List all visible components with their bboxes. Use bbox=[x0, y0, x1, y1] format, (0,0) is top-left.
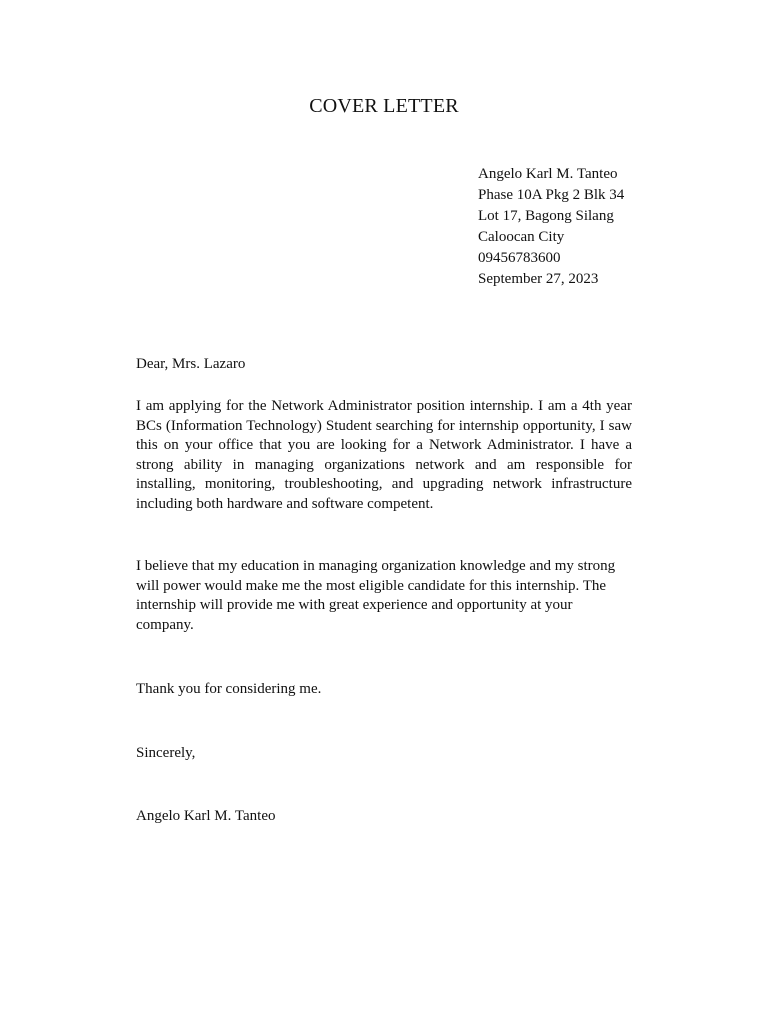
document-title: COVER LETTER bbox=[309, 95, 459, 117]
signature-name: Angelo Karl M. Tanteo bbox=[136, 808, 276, 824]
sign-off: Sincerely, bbox=[136, 745, 196, 761]
letter-date: September 27, 2023 bbox=[478, 271, 599, 287]
sender-name: Angelo Karl M. Tanteo bbox=[478, 166, 618, 182]
body-paragraph-1: I am applying for the Network Administrator position internship. I am a 4th year BCs (Information Technology) Student searching for internship opportunity, I saw this on your office that you are looking for a Network Administrator. I have a strong ability in managing organizations network and am responsible for installing, monitoring, troubleshooting, and upgrading network infrastructure including both hardware and software competent. bbox=[136, 398, 632, 512]
sender-address-line1: Phase 10A Pkg 2 Blk 34 bbox=[478, 187, 625, 203]
salutation: Dear, Mrs. Lazaro bbox=[136, 356, 246, 372]
sender-address-line2: Lot 17, Bagong Silang bbox=[478, 208, 614, 224]
body-paragraph-2: I believe that my education in managing organization knowledge and my strong will power would make me the most eligible candidate for this internship. The internship will provide me with great experience and opportunity at your company. bbox=[136, 558, 616, 633]
closing-thanks: Thank you for considering me. bbox=[136, 681, 322, 697]
sender-block bbox=[478, 164, 624, 290]
sender-city: Caloocan City bbox=[478, 229, 565, 245]
sender-phone: 09456783600 bbox=[478, 250, 561, 266]
